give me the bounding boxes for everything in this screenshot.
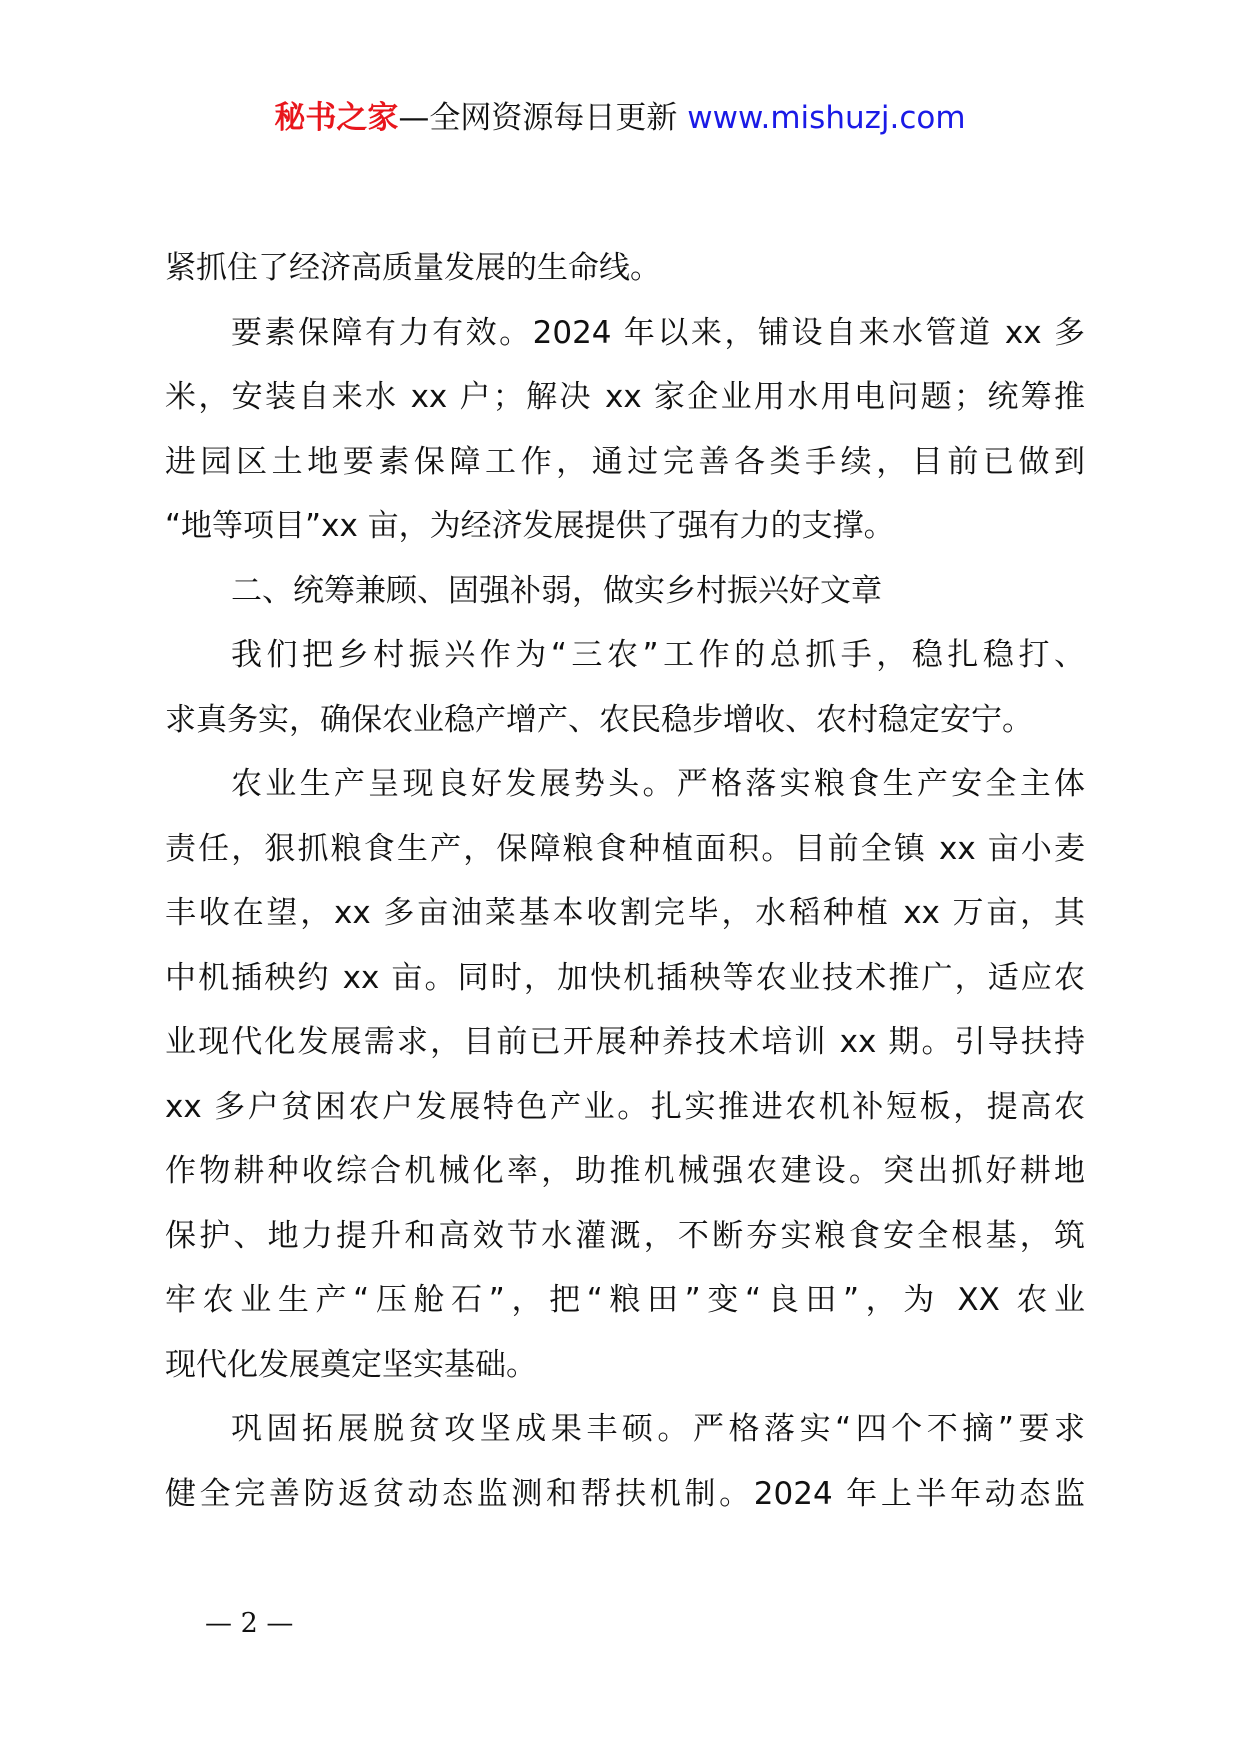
header-tagline: —全网资源每日更新 [398,100,678,136]
text-line: 牢农业生产“压舱石”，把“粮田”变“良田”，为 XX 农业 [165,1282,1085,1318]
text-line: “地等项目”xx 亩，为经济发展提供了强有力的支撑。 [165,508,895,544]
text-line: xx 多户贫困农户发展特色产业。扎实推进农机补短板，提高农 [165,1088,1085,1125]
paragraph-start-line: 农业生产呈现良好发展势头。严格落实粮食生产安全主体 [231,766,1085,802]
brand-name: 秘书之家 [274,100,399,136]
paragraph-start-line: 要素保障有力有效。2024 年以来，铺设自来水管道 xx 多 [231,314,1085,351]
text-line: 丰收在望，xx 多亩油菜基本收割完毕，水稻种植 xx 万亩，其 [165,895,1085,931]
text-line: 健全完善防返贫动态监测和帮扶机制。2024 年上半年动态监 [165,1475,1085,1512]
paragraph-start-line: 我们把乡村振兴作为“三农”工作的总抓手，稳扎稳打、 [231,637,1085,673]
text-line: 求真务实，确保农业稳产增产、农民稳步增收、农村稳定安宁。 [165,701,1033,738]
text-line: 保护、地力提升和高效节水灌溉，不断夯实粮食安全根基，筑 [165,1217,1085,1254]
text-line: 进园区土地要素保障工作，通过完善各类手续，目前已做到 [165,443,1085,480]
page-number: — 2 — [205,1608,294,1639]
text-line: 米，安装自来水 xx 户；解决 xx 家企业用水用电问题；统筹推 [165,379,1085,415]
text-line: 中机插秧约 xx 亩。同时，加快机插秧等农业技术推广，适应农 [165,959,1085,996]
document-body [165,236,1085,1526]
text-line: 责任，狠抓粮食生产，保障粮食种植面积。目前全镇 xx 亩小麦 [165,830,1085,867]
section-heading: 二、统筹兼顾、固强补弱，做实乡村振兴好文章 [231,572,882,609]
paragraph-start-line: 巩固拓展脱贫攻坚成果丰硕。严格落实“四个不摘”要求 [231,1411,1085,1447]
text-line: 紧抓住了经济高质量发展的生命线。 [165,250,661,286]
text-line: 现代化发展奠定坚实基础。 [165,1346,537,1383]
website-link[interactable]: www.mishuzj.com [687,100,966,136]
text-line: 业现代化发展需求，目前已开展种养技术培训 xx 期。引导扶持 [165,1024,1085,1060]
page-header [0,98,1240,138]
text-line: 作物耕种收综合机械化率，助推机械强农建设。突出抓好耕地 [165,1153,1085,1189]
